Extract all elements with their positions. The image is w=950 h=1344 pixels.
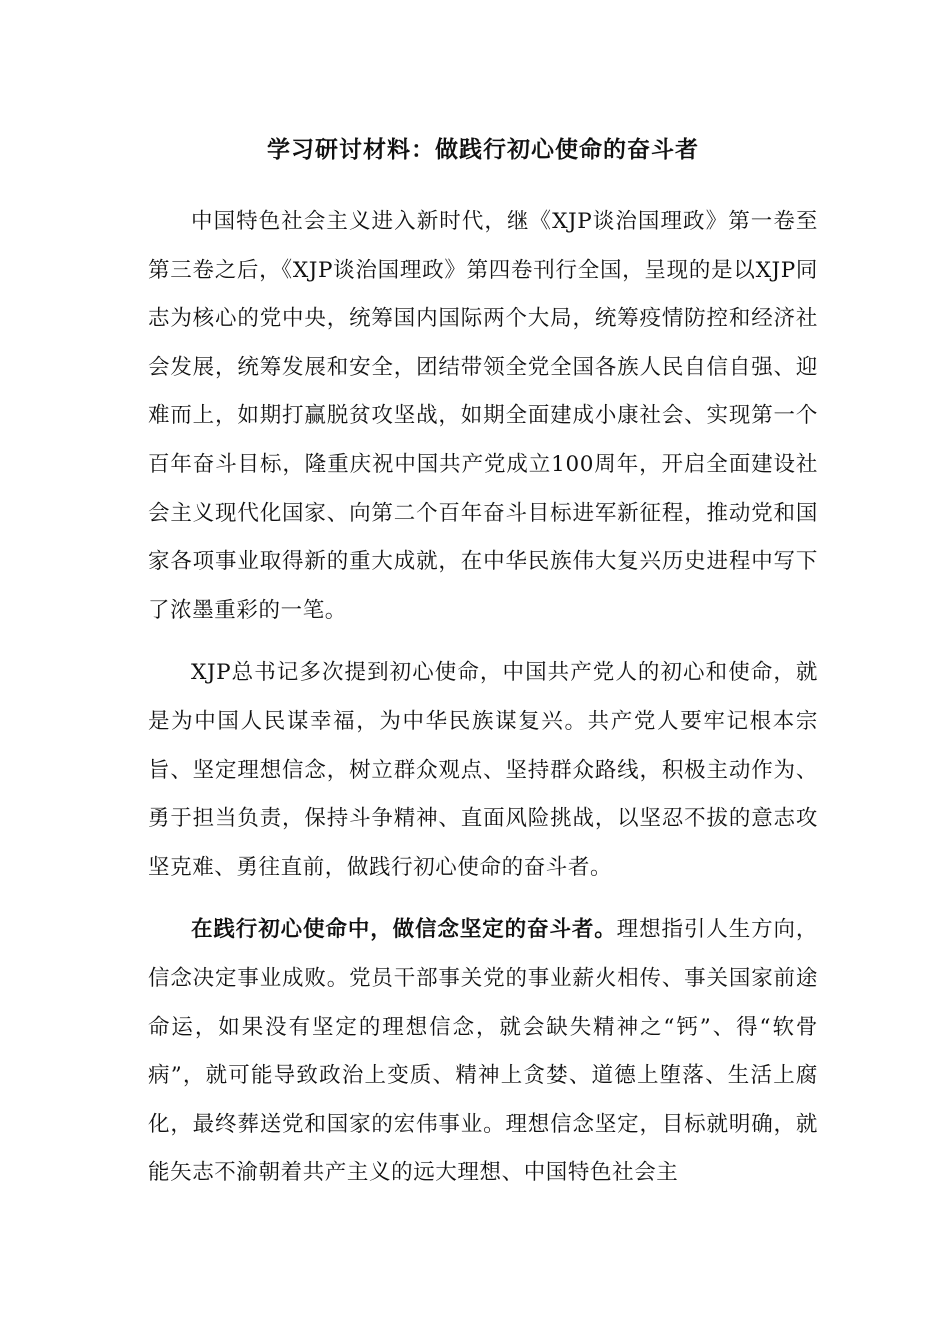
paragraph-3-text: 理想指引人生方向，信念决定事业成败。党员干部事关党的事业薪火相传、事关国家前途命运，如果没有坚定的理想信念，就会缺失精神之“钙”、得“软骨病”，就可能导致政治上变质、精神上贪婪、道德上堕落、生活上腐化，最终葬送党和国家的宏伟事业。理想信念坚定，目标就明确，就能矢志不渝朝着共产主义的远大理想、中国特色社会主: [148, 917, 818, 1186]
paragraph-3: [148, 906, 818, 1198]
document-body: [148, 128, 818, 1212]
document-title: 学习研讨材料：做践行初心使命的奋斗者: [267, 137, 699, 163]
paragraph-1-text: 中国特色社会主义进入新时代，继《XJP谈治国理政》第一卷至第三卷之后，《XJP谈治国理政》第四卷刊行全国，呈现的是以XJP同志为核心的党中央，统筹国内国际两个大局，统筹疫情防控和经济社会发展，统筹发展和安全，团结带领全党全国各族人民自信自强、迎难而上，如期打赢脱贫攻坚战，如期全面建成小康社会、实现第一个百年奋斗目标，隆重庆祝中国共产党成立100周年，开启全面建设社会主义现代化国家、向第二个百年奋斗目标进军新征程，推动党和国家各项事业取得新的重大成就，在中华民族伟大复兴历史进程中写下了浓墨重彩的一笔。: [148, 209, 818, 623]
paragraph-1: [148, 198, 818, 635]
paragraph-2-text: XJP总书记多次提到初心使命，中国共产党人的初心和使命，就是为中国人民谋幸福，为中华民族谋复兴。共产党人要牢记根本宗旨、坚定理想信念，树立群众观点、坚持群众路线，积极主动作为、勇于担当负责，保持斗争精神、直面风险挑战，以坚忍不拔的意志攻坚克难、勇往直前，做践行初心使命的奋斗者。: [148, 660, 818, 880]
paragraph-3-lead: 在践行初心使命中，做信念坚定的奋斗者。: [191, 917, 617, 943]
paragraph-2: [148, 649, 818, 892]
